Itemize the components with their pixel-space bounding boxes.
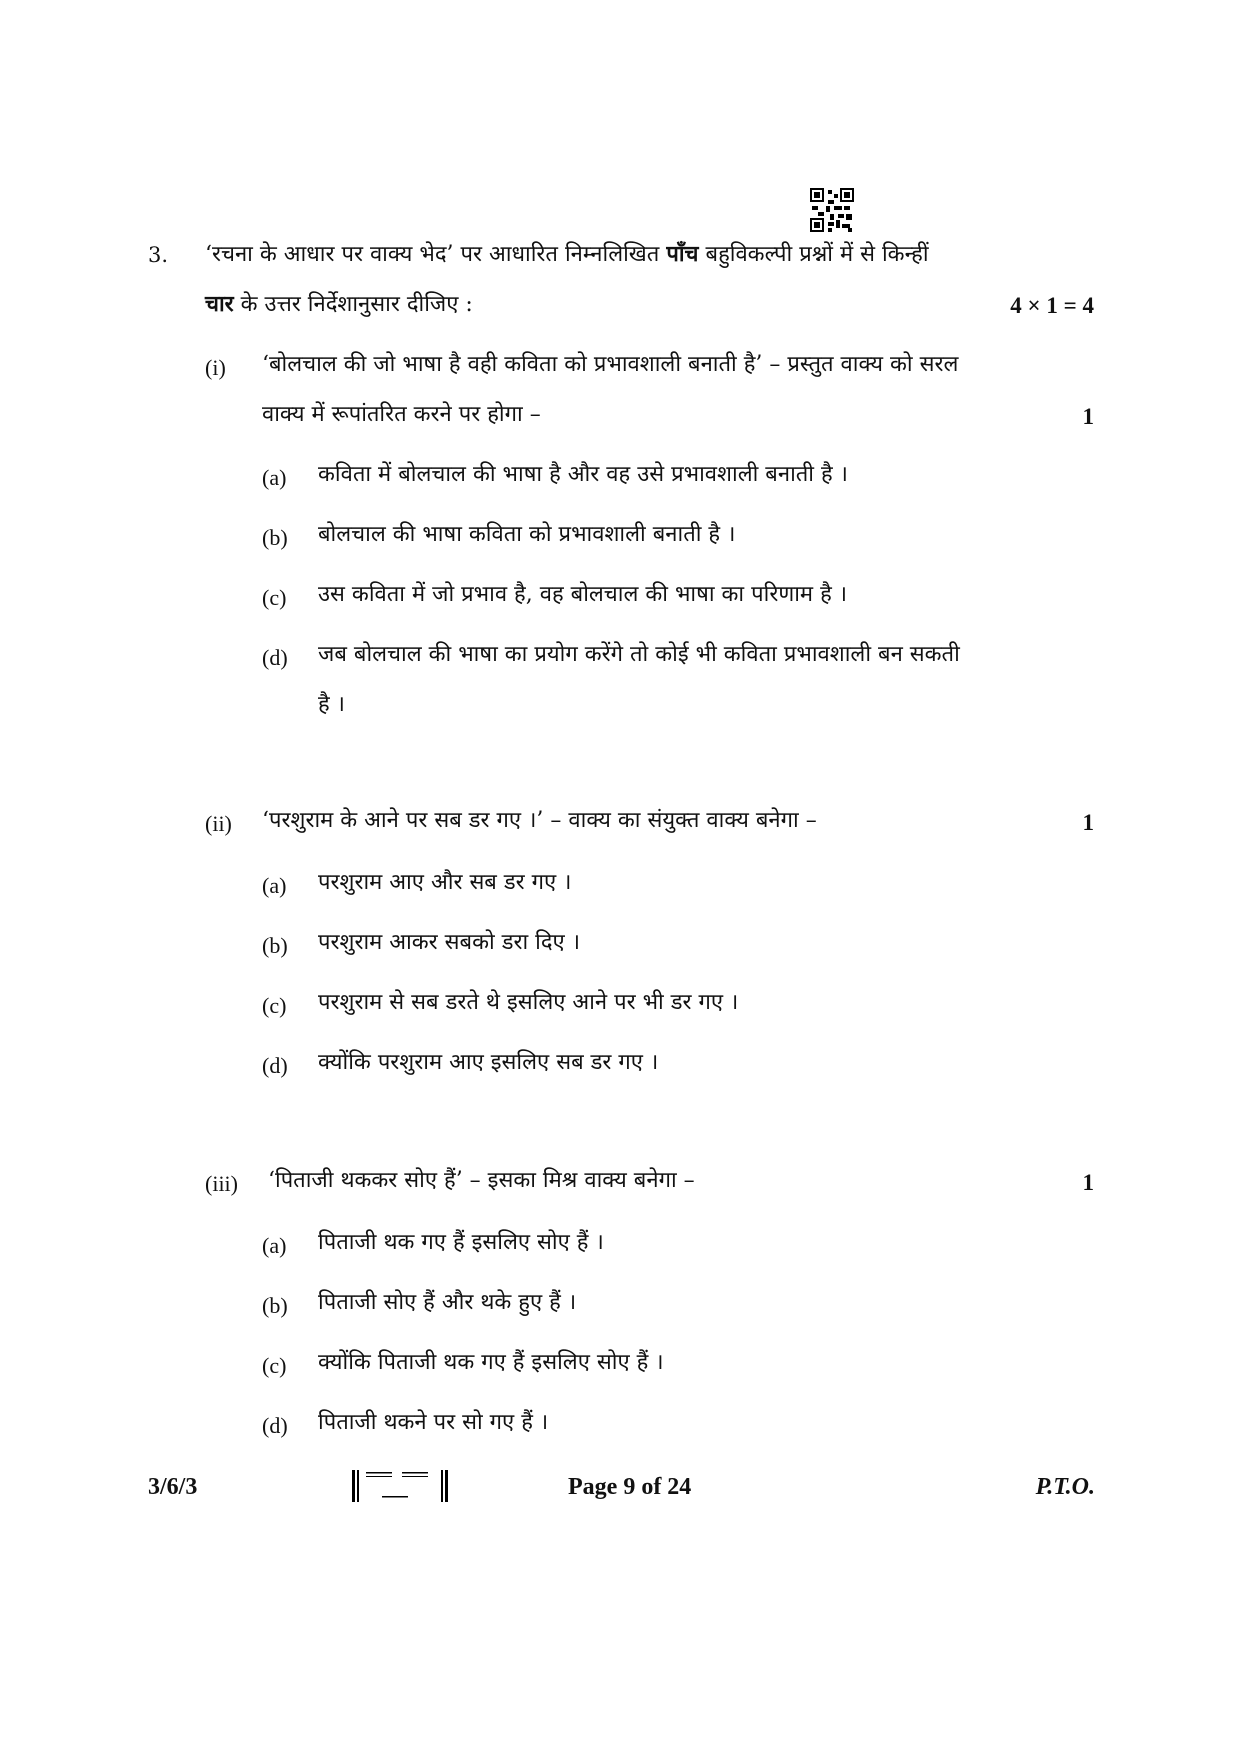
- option-text: बोलचाल की भाषा कविता को प्रभावशाली बनाती है ।: [318, 522, 736, 547]
- option-text: पिताजी सोए हैं और थके हुए हैं ।: [318, 1290, 577, 1315]
- page-number: Page 9 of 24: [568, 1474, 692, 1500]
- option-text-continued: है ।: [318, 692, 346, 717]
- option-label: (c): [262, 1353, 287, 1378]
- subquestion-marks: 1: [1082, 1170, 1094, 1195]
- option-label: (a): [262, 465, 287, 490]
- option-text: क्योंकि परशुराम आए इसलिए सब डर गए ।: [318, 1050, 659, 1075]
- option-label: (a): [262, 1233, 287, 1258]
- option-text: जब बोलचाल की भाषा का प्रयोग करेंगे तो कोई भी कविता प्रभावशाली बन सकती: [318, 642, 960, 667]
- option-text: पिताजी थक गए हैं इसलिए सोए हैं ।: [318, 1230, 604, 1255]
- qr-code-icon: [810, 188, 854, 232]
- intro-text-b: बहुविकल्पी प्रश्नों में से किन्हीं: [698, 242, 929, 267]
- subquestion-marks: 1: [1082, 404, 1094, 429]
- option-text: पिताजी थकने पर सो गए हैं ।: [318, 1410, 549, 1435]
- pto-label: P.T.O.: [1035, 1474, 1095, 1500]
- intro-text-c: के उत्तर निर्देशानुसार दीजिए :: [233, 292, 473, 317]
- option-text: कविता में बोलचाल की भाषा है और वह उसे प्रभावशाली बनाती है ।: [318, 462, 849, 487]
- intro-text-a: ‘रचना के आधार पर वाक्य भेद’ पर आधारित निम्नलिखित: [205, 242, 667, 267]
- intro-bold-four: चार: [205, 291, 234, 317]
- subquestion-number: (i): [205, 355, 226, 380]
- barcode-icon: [352, 1468, 448, 1504]
- option-label: (c): [262, 993, 287, 1018]
- option-label: (d): [262, 1413, 288, 1438]
- subquestion-text: ‘पिताजी थककर सोए हैं’ – इसका मिश्र वाक्य बनेगा –: [268, 1168, 695, 1193]
- subquestion-text: वाक्य में रूपांतरित करने पर होगा –: [262, 402, 541, 427]
- option-label: (b): [262, 933, 288, 958]
- question-intro-line2: [205, 289, 473, 320]
- subquestion-number: (ii): [205, 811, 232, 836]
- subquestion-number: (iii): [205, 1171, 238, 1196]
- option-text: परशुराम आए और सब डर गए ।: [318, 870, 572, 895]
- option-label: (d): [262, 645, 288, 670]
- subquestion-text: ‘बोलचाल की जो भाषा है वही कविता को प्रभावशाली बनाती है’ – प्रस्तुत वाक्य को सरल: [262, 352, 959, 377]
- question-number: 3.: [148, 243, 169, 267]
- option-label: (c): [262, 585, 287, 610]
- option-label: (d): [262, 1053, 288, 1078]
- subquestion-text: ‘परशुराम के आने पर सब डर गए ।’ – वाक्य का संयुक्त वाक्य बनेगा –: [262, 808, 817, 833]
- option-text: क्योंकि पिताजी थक गए हैं इसलिए सोए हैं ।: [318, 1350, 664, 1375]
- paper-code: 3/6/3: [148, 1474, 198, 1500]
- intro-bold-five: पाँच: [666, 241, 699, 267]
- option-text: परशुराम आकर सबको डरा दिए ।: [318, 930, 581, 955]
- option-text: परशुराम से सब डरते थे इसलिए आने पर भी डर गए ।: [318, 990, 739, 1015]
- total-marks: 4 × 1 = 4: [1010, 293, 1094, 318]
- option-label: (a): [262, 873, 287, 898]
- option-text: उस कविता में जो प्रभाव है, वह बोलचाल की भाषा का परिणाम है ।: [318, 582, 848, 607]
- question-intro-line1: [205, 239, 929, 270]
- option-label: (b): [262, 525, 288, 550]
- option-label: (b): [262, 1293, 288, 1318]
- subquestion-marks: 1: [1082, 810, 1094, 835]
